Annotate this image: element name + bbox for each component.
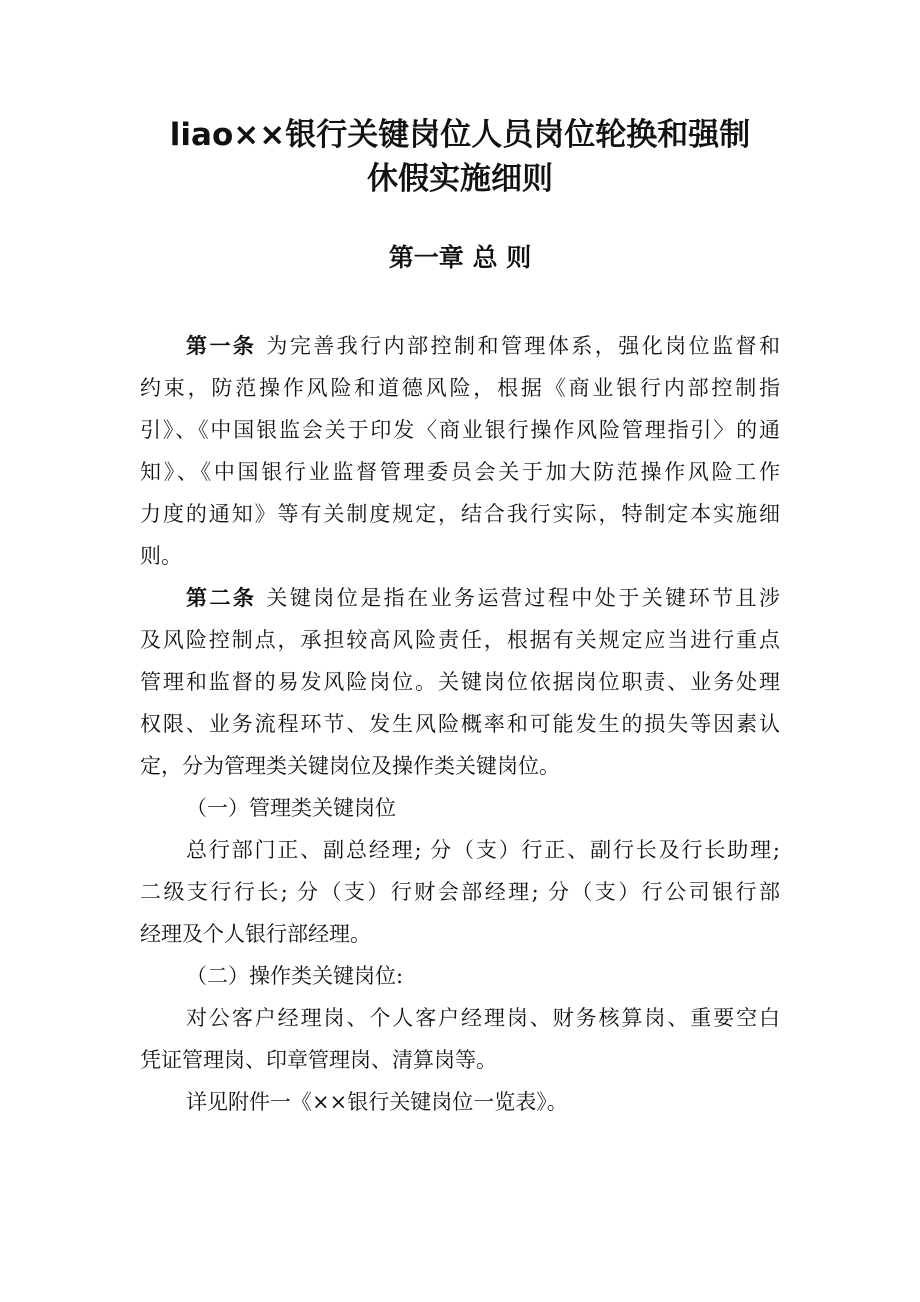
section-2-line-1: 对公客户经理岗、个人客户经理岗、财务核算岗、重要空白: [186, 1006, 780, 1030]
chapter-heading: 第一章 总 则: [388, 243, 532, 272]
article-1-line-6: 则。: [140, 544, 182, 568]
article-1-line-1: [140, 325, 780, 367]
section-1-heading: （一）管理类关键岗位: [186, 796, 396, 820]
document-body: [140, 325, 780, 1123]
document-title-line-1: liao××银行关键岗位人员岗位轮换和强制: [169, 117, 751, 153]
document-title-line-2: 休假实施细则: [367, 161, 553, 197]
article-2-line-3: 管理和监督的易发风险岗位。关键岗位依据岗位职责、业务处理: [140, 670, 780, 694]
article-1-line-2: 约束，防范操作风险和道德风险，根据《商业银行内部控制指: [140, 376, 780, 400]
section-1-line-3: 经理及个人银行部经理。: [140, 922, 371, 946]
section-2-line-2: 凭证管理岗、印章管理岗、清算岗等。: [140, 1048, 497, 1072]
section-1-line-1: 总行部门正、副总经理; 分（支）行正、副行长及行长助理;: [186, 838, 780, 862]
article-2-line-5: 定，分为管理类关键岗位及操作类关键岗位。: [140, 754, 560, 778]
article-1-line-4: 知》、《中国银行业监督管理委员会关于加大防范操作风险工作: [140, 460, 780, 484]
section-2-heading: （二）操作类关键岗位:: [186, 964, 404, 988]
article-2-line-4: 权限、业务流程环节、发生风险概率和可能发生的损失等因素认: [140, 712, 780, 736]
article-2-label: 第二条: [186, 586, 257, 610]
article-1-line-5: 力度的通知》等有关制度规定，结合我行实际，特制定本实施细: [140, 502, 780, 526]
article-2-line-1: [140, 577, 780, 619]
section-1-line-2: 二级支行行长; 分（支）行财会部经理; 分（支）行公司银行部: [140, 880, 780, 904]
article-2-line-2: 及风险控制点，承担较高风险责任，根据有关规定应当进行重点: [140, 628, 780, 652]
article-2-text: 关键岗位是指在业务运营过程中处于关键环节且涉: [266, 586, 780, 610]
appendix-note: 详见附件一《××银行关键岗位一览表》。: [186, 1090, 568, 1114]
article-1-line-3: 引》、《中国银监会关于印发〈商业银行操作风险管理指引〉的通: [140, 418, 780, 442]
article-1-label: 第一条: [186, 334, 257, 358]
article-1-text: 为完善我行内部控制和管理体系，强化岗位监督和: [266, 334, 780, 358]
